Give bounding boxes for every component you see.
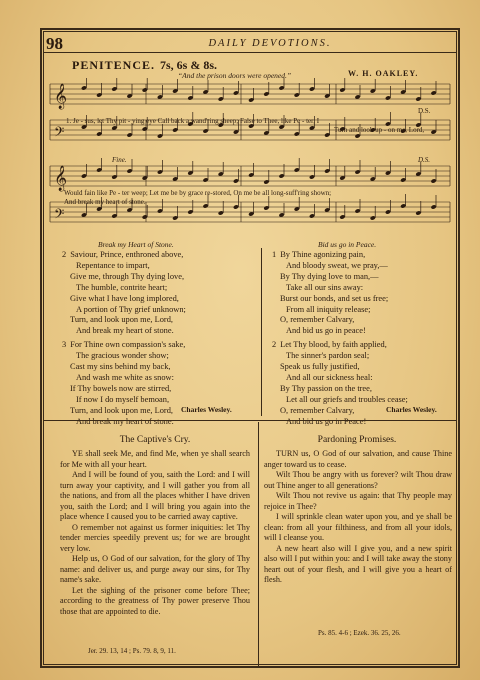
stanza-line: And break my heart of stone. — [76, 326, 174, 336]
reading-paragraph: YE shall seek Me, and find Me, when ye shall search for Me with all your heart. — [60, 449, 250, 469]
reading-paragraph: I will sprinkle clean water upon you, and ye shall be clean: from all your filthiness, and from all your idols, will I cleanse you. — [264, 512, 452, 542]
stanza-number: 1 — [272, 250, 277, 259]
treble-clef-icon: 𝄞 — [54, 166, 68, 191]
fine-marker: Fine. — [112, 156, 127, 164]
stanza-line: Turn, and look upon me, Lord, — [70, 315, 173, 325]
stanza-line: By Thy passion on the tree, — [280, 383, 372, 393]
right-hymn-stanzas — [272, 250, 408, 428]
reading-column-divider — [258, 422, 259, 668]
stanza-line: Let all our griefs and troubles cease; — [286, 394, 408, 404]
stanza-line: 2 Saviour, Prince, enthroned above, — [62, 250, 184, 259]
reading-paragraph: Let the sighing of the prisoner come before Thee; according to the greatness of Thy power preserve Thou those that are appointed to die. — [60, 585, 250, 616]
stanza-line: And all our sickness heal: — [286, 372, 373, 382]
stanza-line: 1 By Thine agonizing pain, — [272, 250, 366, 259]
right-hymn-author: Charles Wesley. — [386, 405, 437, 414]
hymn-composer: W. H. OAKLEY. — [348, 69, 419, 78]
stanza-line: By Thy dying love to man,— — [280, 271, 379, 281]
stanza-line: The humble, contrite heart; — [76, 282, 168, 292]
reading-paragraph: And I will be found of you, saith the Lord: and I will turn away your captivity, and I will gather you from all the nations, and from all the places whither I have driven you, saith the Lord; and I will bring you again into the place whence I caused you to be carried away captive. — [60, 470, 250, 521]
stanza-line: 3 For Thine own compassion's sake, — [62, 340, 186, 350]
pardoning-title: Pardoning Promises. — [317, 435, 397, 445]
stanza-line: And break my heart of stone. — [76, 416, 174, 426]
header-rule — [43, 52, 457, 53]
stanza-line: The gracious wonder show; — [76, 351, 169, 361]
music-score — [46, 78, 454, 238]
stanza-line: Cast my sins behind my back, — [70, 362, 171, 372]
stanza-line: If Thy bowels now are stirred, — [70, 383, 172, 393]
stanza-line: Repentance to impart, — [76, 260, 150, 270]
stanza-line: 2 Let Thy blood, by faith applied, — [272, 340, 387, 350]
left-hymn-stanzas — [62, 250, 186, 428]
right-hymn-subtitle: Bid us go in Peace. — [318, 240, 377, 249]
stanza-line: Speak us fully justified, — [280, 362, 360, 372]
stanza-number: 3 — [62, 340, 67, 350]
stanza-line: And bloody sweat, we pray,— — [286, 260, 388, 270]
treble-clef-icon: 𝄞 — [54, 84, 68, 109]
hymn-title: PENITENCE. — [72, 58, 156, 72]
hymn-column-divider — [261, 248, 262, 416]
stanza-line: O, remember Calvary, — [280, 315, 355, 325]
stanza-number: 2 — [272, 340, 277, 350]
hymn-epigraph: “And the prison doors were opened.” — [178, 71, 292, 80]
stanza-line: And bid us go in Peace! — [286, 416, 367, 426]
captive-title: The Captive's Cry. — [119, 435, 191, 445]
stanza-number: 2 — [62, 250, 67, 259]
captive-reading — [60, 449, 250, 617]
left-hymn-subtitle: Break my Heart of Stone. — [98, 240, 174, 249]
stanza-line: If now I do myself bemoan, — [76, 394, 170, 404]
lyric-line-2b: And break my heart of stone. — [64, 198, 146, 206]
pardoning-reading — [264, 449, 452, 586]
pardoning-reference: Ps. 85. 4-6 ; Ezek. 36. 25, 26. — [318, 629, 401, 637]
stanza-line: O, remember Calvary, — [280, 405, 355, 415]
reading-paragraph: A new heart also will I give you, and a new spirit also will I put within you: and I will take away the stony heart out of your flesh, and I will give you a heart of flesh. — [264, 543, 452, 584]
stanza-line: Give me, through Thy dying love, — [70, 271, 185, 281]
running-head: DAILY DEVOTIONS. — [208, 38, 332, 49]
lyric-line-1-end: Turn and look up - on me, Lord, — [334, 126, 425, 134]
lyric-line-2: Would fain like Pe - ter weep; Let me be by grace re-stored, On me be all long-suff'ring shown; — [64, 189, 332, 197]
reading-paragraph: TURN us, O God of our salvation, and cause Thine anger toward us to cease. — [264, 449, 452, 469]
stanza-line: Turn, and look upon me, Lord, — [70, 405, 173, 415]
reading-paragraph: Wilt Thou not revive us again: that Thy people may rejoice in Thee? — [264, 491, 452, 511]
bass-clef-icon: 𝄢 — [54, 206, 65, 225]
stanza-line: Give what I have long implored, — [70, 293, 179, 303]
captive-reference: Jer. 29. 13, 14 ; Ps. 79. 8, 9, 11. — [88, 647, 176, 655]
reading-paragraph: Help us, O God of our salvation, for the glory of Thy name: and deliver us, and purge away our sins, for Thy name's sake. — [60, 554, 250, 584]
stanza-line: From all iniquity release; — [286, 304, 371, 314]
bass-clef-icon: 𝄢 — [54, 124, 65, 143]
stanza-line: A portion of Thy grief unknown; — [76, 304, 186, 314]
stanza-line: Burst our bonds, and set us free; — [280, 293, 389, 303]
section-rule — [43, 420, 457, 421]
stanza-line: Take all our sins away: — [286, 282, 364, 292]
ds-marker-1: D.S. — [418, 107, 431, 115]
hymn-meter: 7s, 6s & 8s. — [160, 58, 218, 72]
page-number: 98 — [46, 34, 63, 53]
ds-marker-2: D.S. — [418, 156, 431, 164]
lyric-line-1: 1. Je - sus, let Thy pit - ying eye Call back a wand'ring sheep; False to Thee, like Pe - ter, I — [66, 117, 320, 125]
left-hymn-author: Charles Wesley. — [181, 405, 232, 414]
reading-paragraph: Wilt Thou be angry with us forever? wilt Thou draw out Thine anger to all generations? — [264, 470, 452, 490]
stanza-line: And wash me white as snow: — [76, 372, 174, 382]
stanza-line: The sinner's pardon seal; — [286, 351, 370, 361]
reading-paragraph: O remember not against us former iniquities: let Thy tender mercies speedily prevent us; for we are brought very low. — [60, 522, 250, 553]
stanza-line: And bid us go in peace! — [286, 326, 366, 336]
